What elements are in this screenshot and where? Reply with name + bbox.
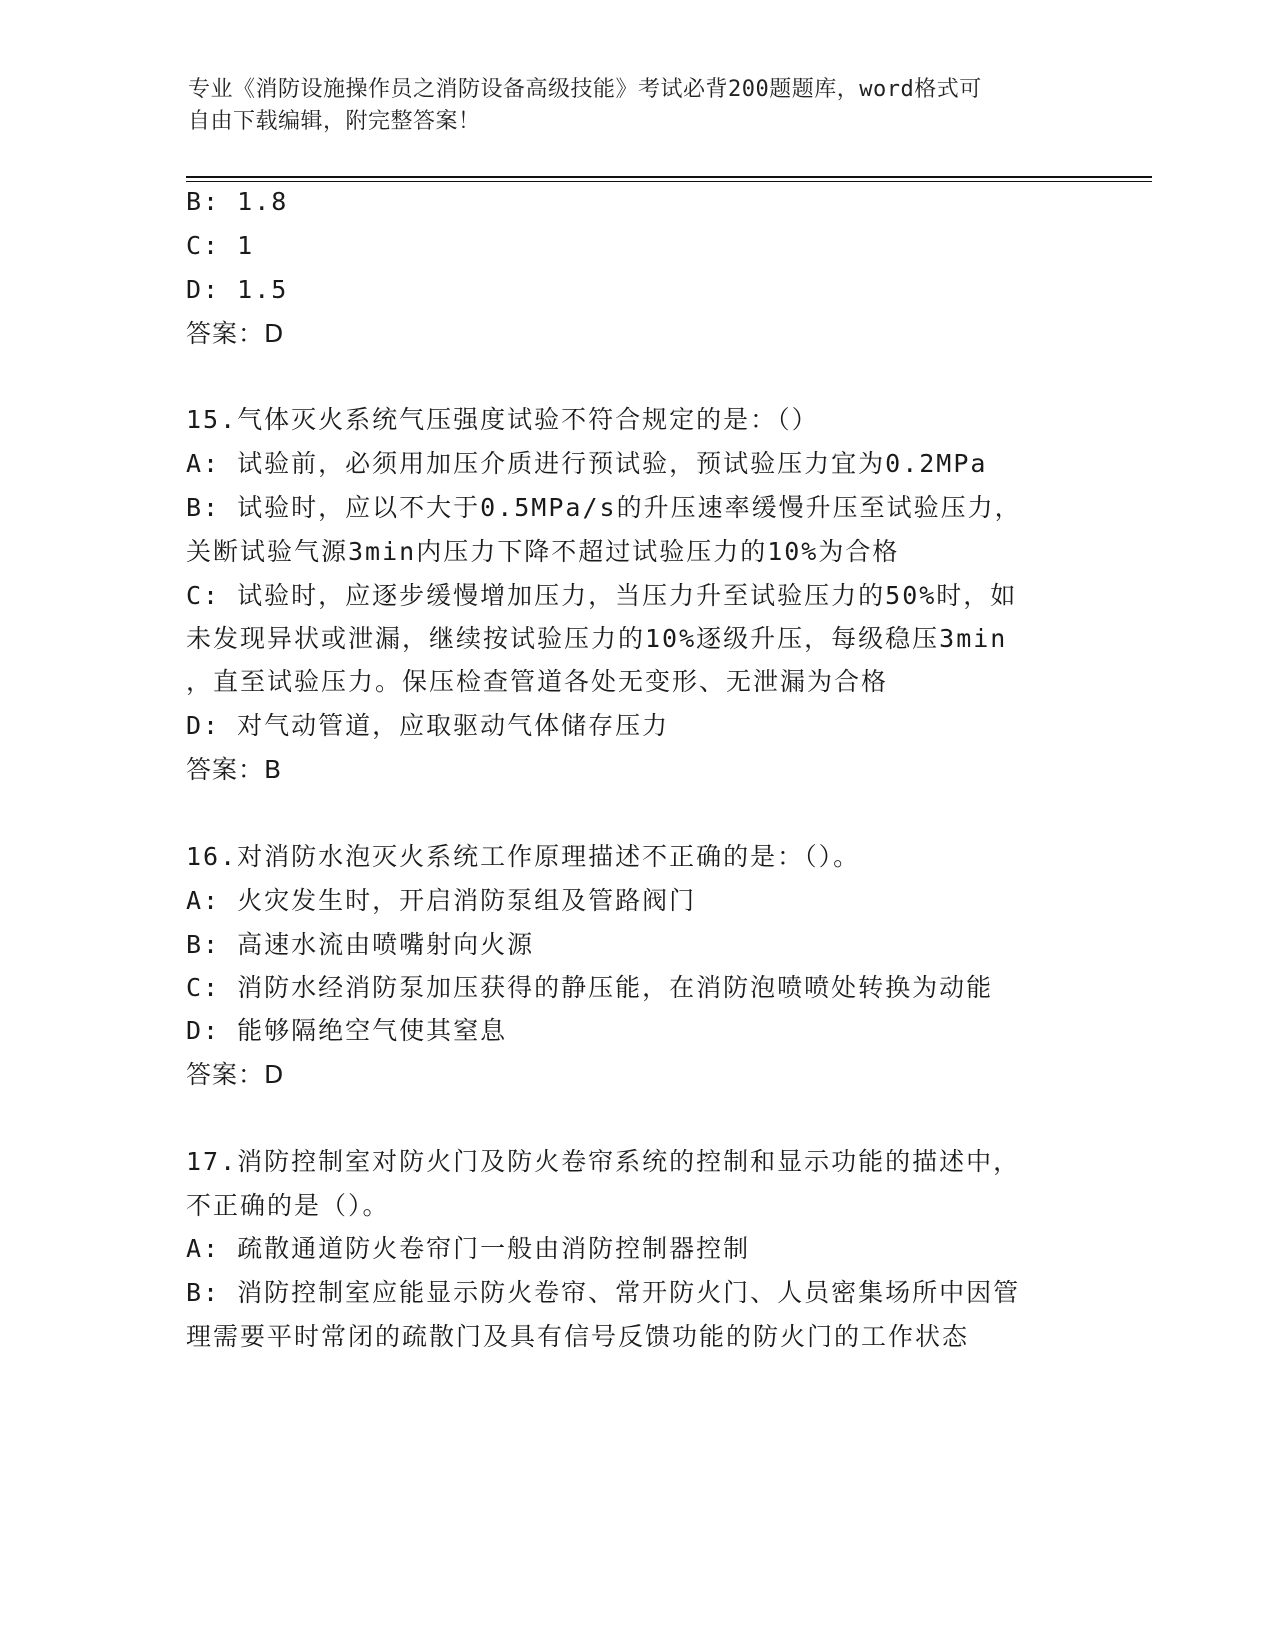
- q16-option-c: C: 消防水经消防泵加压获得的静压能，在消防泡喷喷处转换为动能: [186, 973, 994, 1002]
- header-divider-thin: [186, 181, 1152, 182]
- q14-option-b: B: 1.8: [186, 187, 289, 216]
- q16-option-d: D: 能够隔绝空气使其窒息: [186, 1016, 508, 1045]
- q15-option-b-line-2: 关断试验气源3min内压力下降不超过试验压力的10%为合格: [186, 537, 900, 566]
- q17-option-a: A: 疏散通道防火卷帘门一般由消防控制器控制: [186, 1234, 751, 1263]
- document-header: [188, 74, 1068, 138]
- q15-option-c-line-1: C: 试验时，应逐步缓慢增加压力，当压力升至试验压力的50%时，如: [186, 581, 1018, 610]
- q15-question: 15.气体灭火系统气压强度试验不符合规定的是：（）: [186, 405, 819, 434]
- q14-option-d: D: 1.5: [186, 275, 289, 304]
- q15-option-d: D: 对气动管道，应取驱动气体储存压力: [186, 711, 670, 740]
- q17-option-b-line-1: B: 消防控制室应能显示防火卷帘、常开防火门、人员密集场所中因管: [186, 1278, 1021, 1307]
- q15-option-b-line-1: B: 试验时，应以不大于0.5MPa/s的升压速率缓慢升压至试验压力，: [186, 493, 1022, 522]
- q16-answer: 答案：D: [186, 1060, 285, 1089]
- header-title-line-1: 专业《消防设施操作员之消防设备高级技能》考试必背200题题库，word格式可: [188, 77, 982, 102]
- q15-option-c-line-3: ，直至试验压力。保压检查管道各处无变形、无泄漏为合格: [186, 667, 889, 696]
- q15-option-c-line-2: 未发现异状或泄漏，继续按试验压力的10%逐级升压，每级稳压3min: [186, 624, 1008, 653]
- header-title-line-2: 自由下载编辑，附完整答案！: [188, 109, 481, 134]
- q16-option-b: B: 高速水流由喷嘴射向火源: [186, 930, 535, 959]
- q16-option-a: A: 火灾发生时，开启消防泵组及管路阀门: [186, 886, 697, 915]
- q16-question: 16.对消防水泡灭火系统工作原理描述不正确的是：（）。: [186, 842, 861, 871]
- q15-answer: 答案：B: [186, 755, 283, 784]
- q17-question-line-1: 17.消防控制室对防火门及防火卷帘系统的控制和显示功能的描述中，: [186, 1147, 1021, 1176]
- q14-option-c: C: 1: [186, 231, 255, 260]
- q15-option-a: A: 试验前，必须用加压介质进行预试验，预试验压力宜为0.2MPa: [186, 449, 988, 478]
- header-divider-thick: [186, 176, 1152, 178]
- q14-answer: 答案：D: [186, 319, 285, 348]
- q17-option-b-line-2: 理需要平时常闭的疏散门及具有信号反馈功能的防火门的工作状态: [186, 1322, 970, 1351]
- q17-question-line-2: 不正确的是（）。: [186, 1191, 390, 1220]
